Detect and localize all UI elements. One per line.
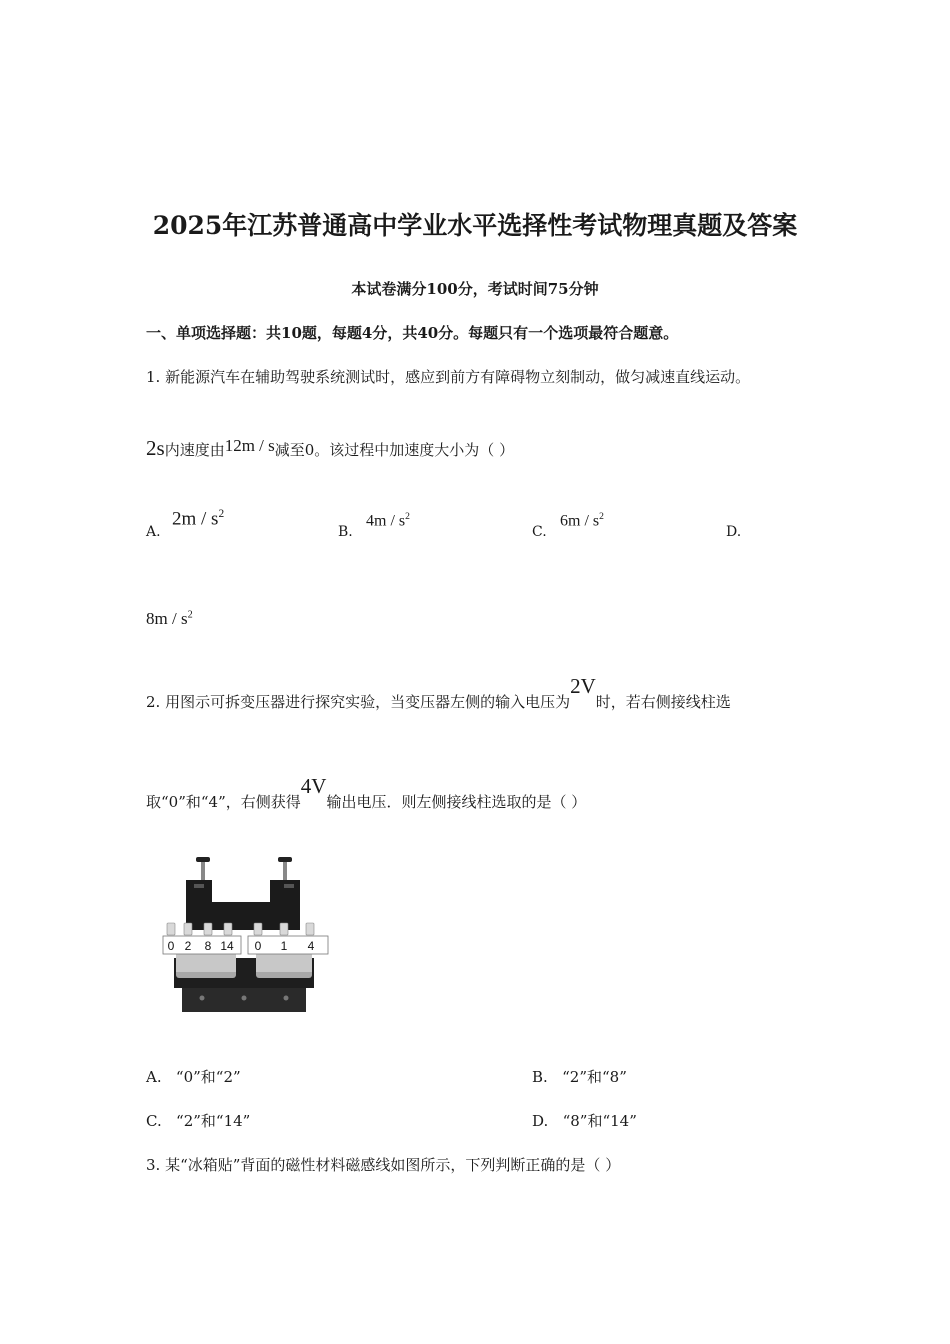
- q2-option-b: B. “2”和“8”: [532, 1068, 627, 1086]
- q3-stem-line1: 3. 某“冰箱贴”背面的磁性材料磁感线如图所示，下列判断正确的是（ ）: [146, 1156, 621, 1174]
- left-terminal-label: 2: [184, 939, 192, 953]
- q1-option-b-value: $4m / s^2$: [366, 511, 410, 530]
- q1-option-a-label: A.: [146, 524, 161, 540]
- q2-text-c: 取“0”和“4”，右侧获得: [146, 793, 301, 811]
- q1-option-a-value: $2m / s^2$: [172, 508, 225, 530]
- q2-math-v2: 4V: [300, 774, 327, 798]
- q2-option-d: D. “8”和“14”: [532, 1112, 637, 1130]
- q1-option-c-value: $6m / s^2$: [560, 511, 604, 530]
- q1-stem-line1: 1. 新能源汽车在辅助驾驶系统测试时，感应到前方有障碍物立刻制动，做匀减速直线运动。: [146, 368, 751, 386]
- left-terminal-label: 0: [167, 939, 175, 953]
- q2-text-b: 时，若右侧接线柱选: [595, 693, 731, 711]
- q1-option-d-value: $8m / s^2$: [146, 609, 193, 628]
- q2-math-v1: 2V: [570, 674, 596, 698]
- q1-option-d-label: D.: [726, 524, 742, 540]
- q2-option-a: A. “0”和“2”: [146, 1068, 241, 1086]
- q1-math-time: 2s: [146, 436, 165, 460]
- q2-text-d: 输出电压．则左侧接线柱选取的是（ ）: [326, 793, 587, 811]
- right-terminal-label: 0: [254, 939, 262, 953]
- q1-text-b: 减至0。该过程中加速度大小为（ ）: [274, 441, 515, 459]
- page-title: 2025年江苏普通高中学业水平选择性考试物理真题及答案: [152, 211, 798, 240]
- left-terminal-label: 8: [204, 939, 212, 953]
- q2-stem-line2: [146, 774, 587, 811]
- right-terminal-label: 1: [280, 939, 288, 953]
- q1-text-a: 内速度由: [164, 441, 225, 459]
- right-terminal-label: 4: [307, 939, 315, 953]
- q1-option-b-label: B.: [338, 524, 353, 540]
- q2-option-c: C. “2”和“14”: [146, 1112, 251, 1130]
- left-terminal-label: 14: [220, 939, 234, 953]
- transformer-figure: [160, 848, 330, 1016]
- q1-stem-line2: [146, 436, 514, 461]
- section-heading: 一、单项选择题：共10题，每题4分，共40分。每题只有一个选项最符合题意。: [146, 324, 679, 342]
- q2-text-a: 2. 用图示可拆变压器进行探究实验，当变压器左侧的输入电压为: [146, 693, 571, 711]
- exam-info: 本试卷满分100分，考试时间75分钟: [351, 280, 599, 298]
- q2-stem-line1: [146, 674, 731, 711]
- q1-option-c-label: C.: [532, 524, 547, 540]
- q1-math-speed: 12m / s: [224, 436, 275, 455]
